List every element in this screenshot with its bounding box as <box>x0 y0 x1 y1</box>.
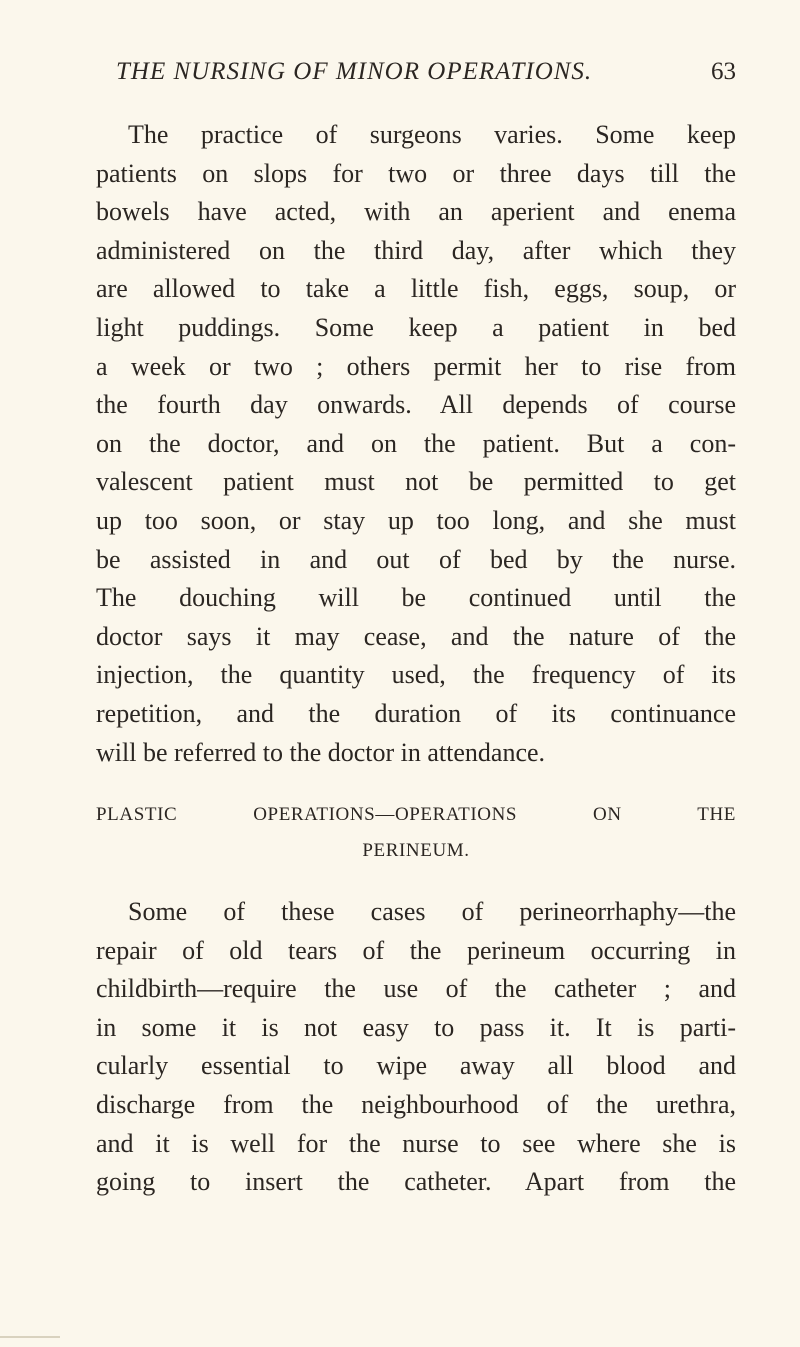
text-line: are allowed to take a little fish, eggs, soup, or <box>96 274 736 304</box>
page-number: 63 <box>711 58 736 85</box>
text-line: repetition, and the duration of its continuance <box>96 698 736 728</box>
text-line: the fourth day onwards. All depends of course <box>96 390 736 420</box>
page-edge-rule <box>0 1336 60 1338</box>
text-line: administered on the third day, after which they <box>96 235 736 265</box>
text-line: will be referred to the doctor in attendance. <box>96 737 546 767</box>
text-line: valescent patient must not be permitted to get <box>96 467 736 497</box>
text-line: discharge from the neighbourhood of the urethra, <box>96 1089 736 1119</box>
text-line: childbirth—require the use of the catheter ; and <box>96 974 736 1004</box>
text-line: up too soon, or stay up too long, and she must <box>96 505 736 535</box>
text-line: cularly essential to wipe away all blood and <box>96 1051 736 1081</box>
text-line: Some of these cases of perineorrhaphy—the <box>128 897 736 926</box>
text-line: injection, the quantity used, the frequency of its <box>96 660 736 690</box>
paragraph-2 <box>96 893 736 1202</box>
paragraph-1 <box>96 116 736 772</box>
running-head <box>96 58 736 98</box>
text-line: patients on slops for two or three days till the <box>96 158 736 188</box>
text-line: and it is well for the nurse to see where she is <box>96 1128 736 1158</box>
text-line: going to insert the catheter. Apart from the <box>96 1167 736 1197</box>
text-line: doctor says it may cease, and the nature of the <box>96 621 736 651</box>
text-line: The douching will be continued until the <box>96 583 736 613</box>
text-line: light puddings. Some keep a patient in bed <box>96 312 736 342</box>
text-line: The practice of surgeons varies. Some keep <box>128 120 736 149</box>
text-line: in some it is not easy to pass it. It is parti- <box>96 1012 736 1042</box>
text-line: bowels have acted, with an aperient and enema <box>96 197 736 227</box>
text-line: on the doctor, and on the patient. But a con- <box>96 428 736 458</box>
section-heading-line-2: PERINEUM. <box>362 840 470 861</box>
running-title: THE NURSING OF MINOR OPERATIONS. <box>116 58 593 85</box>
text-line: a week or two ; others permit her to rise from <box>96 351 736 381</box>
text-line: be assisted in and out of bed by the nurse. <box>96 544 736 574</box>
text-line: repair of old tears of the perineum occurring in <box>96 935 736 965</box>
section-heading-line-1: PLASTIC OPERATIONS—OPERATIONS ON THE <box>96 804 736 825</box>
